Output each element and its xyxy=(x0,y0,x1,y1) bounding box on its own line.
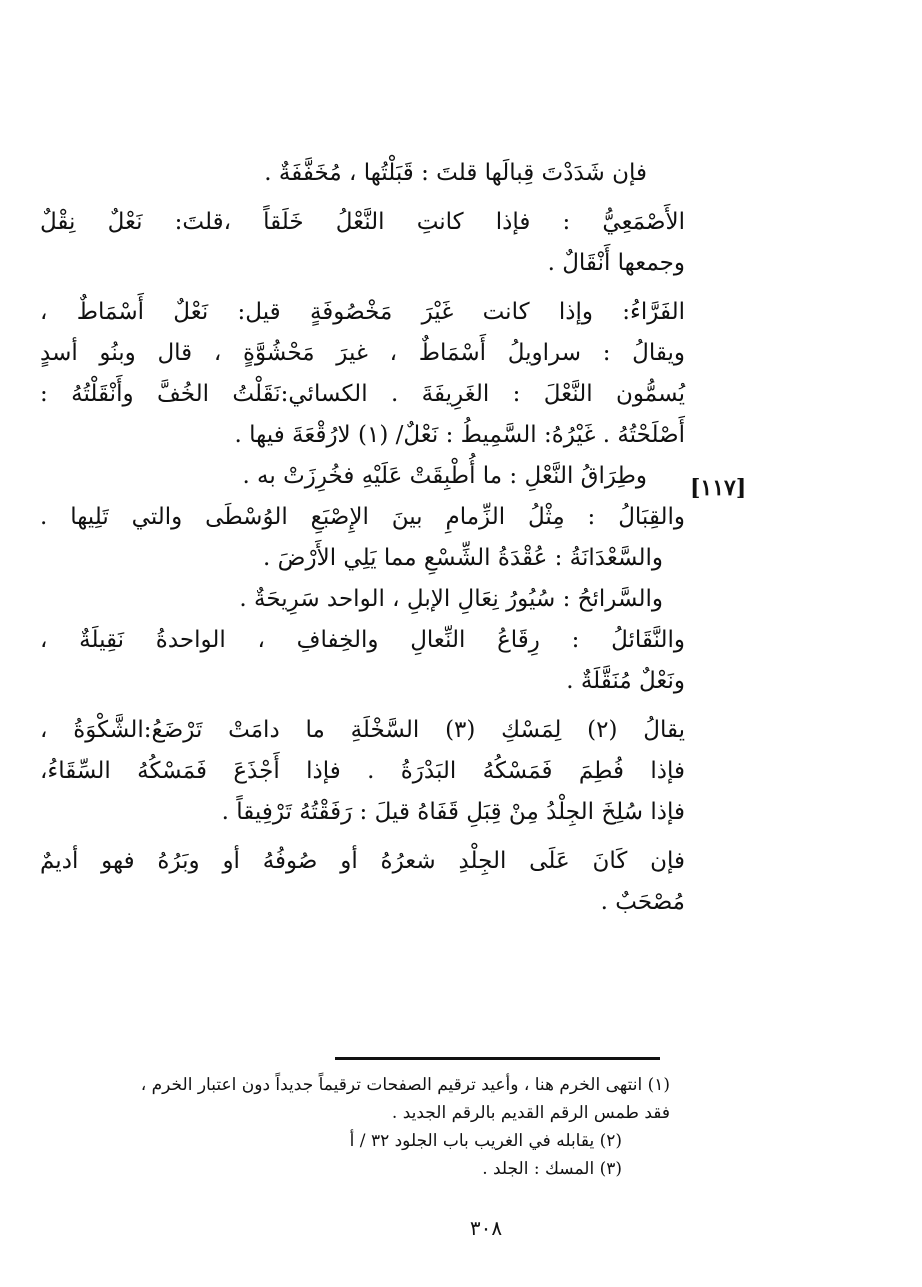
footnote-line: (٣) المسك : الجلد . xyxy=(482,1159,622,1179)
text-line: يُسمُّون النَّعْلَ : الغَرِيفَةَ . الكسائي:نَقَلْتُ الخُفَّ وأَنْقَلْتُهُ : xyxy=(40,381,685,407)
text-line: والسَّعْدَانَةُ : عُقْدَةُ الشِّسْعِ مما يَلِي الأَرْضَ . xyxy=(263,545,663,571)
text-line: ويقالُ : سراويلُ أَسْمَاطٌ ، غيرَ مَحْشُوَّةٍ ، قال وبنُو أسدٍ xyxy=(40,340,685,366)
text-line: والنَّقَائلُ : رِقَاعُ النِّعالِ والخِفافِ ، الواحدةُ نَقِيلَةٌ ، xyxy=(40,627,685,653)
footnote-line: فقد طمس الرقم القديم بالرقم الجديد . xyxy=(391,1103,670,1123)
text-line: فإذا سُلِخَ الجِلْدُ مِنْ قِبَلِ قَفَاهُ قيلَ : رَفَقْتُهُ تَرْفِيقاً . xyxy=(221,799,685,825)
manuscript-folio-marker: [١١٧] xyxy=(690,475,747,501)
text-line: فإن شَدَدْتَ قِبالَها قلتَ : قَبَلْتُها ، مُخَفَّفَةٌ . xyxy=(264,160,647,186)
text-line: فإن كَانَ عَلَى الجِلْدِ شعرُهُ أو صُوفُهُ أو وبَرُهُ فهو أديمٌ xyxy=(40,848,685,874)
text-line: والقِبَالُ : مِثْلُ الزِّمامِ بينَ الإِصْبَعِ الوُسْطَى والتي تَلِيها . xyxy=(40,504,685,530)
footnote-divider xyxy=(335,1057,660,1060)
page-number: ٣٠٨ xyxy=(469,1216,503,1240)
text-line: الفَرَّاءُ: وإذا كانت غَيْرَ مَخْصُوفَةٍ قيل: نَعْلٌ أَسْمَاطٌ ، xyxy=(40,299,685,325)
text-line: والسَّرائحُ : سُيُورُ نِعَالِ الإبلِ ، الواحد سَرِيحَةٌ . xyxy=(239,586,663,612)
text-line: وجمعها أَنْقَالٌ . xyxy=(547,250,685,276)
text-line: مُصْحَبٌ . xyxy=(600,889,685,915)
text-line: وطِرَاقُ النَّعْلِ : ما أُطْبِقَتْ عَلَيْهِ فخُرِزَتْ به . xyxy=(242,463,647,489)
main-text-block xyxy=(40,160,685,930)
footnote-line: (٢) يقابله في الغريب باب الجلود ٣٢ / أ xyxy=(349,1131,622,1151)
footnotes xyxy=(70,1075,670,1187)
text-line: يقالُ (٢) لِمَسْكِ (٣) السَّخْلَةِ ما دامَتْ تَرْضَعُ:الشَّكْوَةُ ، xyxy=(40,717,685,743)
text-line: الأَصْمَعِيُّ : فإذا كانتِ النَّعْلُ خَلَقاً ،قلتَ: نَعْلٌ نِقْلٌ xyxy=(40,209,685,235)
text-line: فإذا فُطِمَ فَمَسْكُهُ البَدْرَةُ . فإذا أَجْذَعَ فَمَسْكُهُ السِّقَاءُ، xyxy=(40,758,685,784)
text-line: أَصْلَحْتُهُ . غَيْرُهُ: السَّمِيطُ : نَعْلٌ/ (١) لارُقْعَةَ فيها . xyxy=(234,422,685,448)
text-line: ونَعْلٌ مُنَقَّلَةٌ . xyxy=(566,668,685,694)
footnote-line: (١) انتهى الخرم هنا ، وأعيد ترقيم الصفحات ترقيماً جديداً دون اعتبار الخرم ، xyxy=(140,1075,670,1095)
